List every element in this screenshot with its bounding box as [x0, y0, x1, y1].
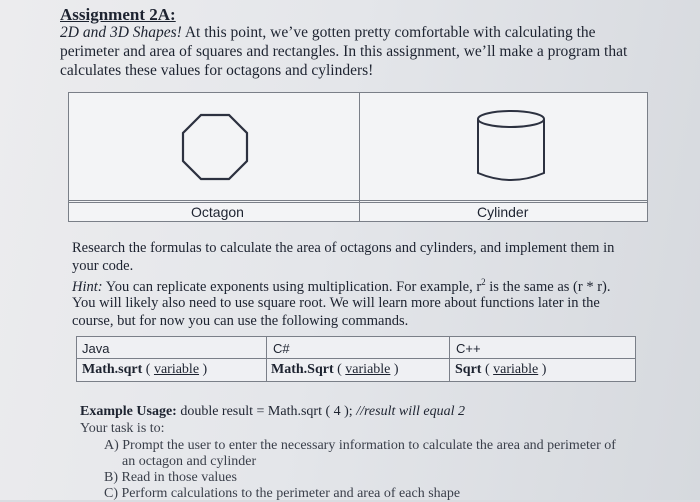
task-b: B) Read in those values [104, 470, 237, 485]
hint-text-b: is the same as (r * r). [485, 278, 611, 295]
research-line-2: your code. [72, 258, 134, 274]
hint-superscript: 2 [481, 277, 486, 287]
commands-table-divider [266, 337, 267, 381]
octagon-label: Octagon [191, 204, 244, 220]
hint-label: Hint: [72, 278, 103, 295]
cpp-arg: variable [493, 362, 539, 377]
task-a-line-2: an octagon and cylinder [122, 454, 257, 469]
intro-italic: 2D and 3D Shapes! [60, 24, 182, 41]
header-cpp: C++ [456, 341, 481, 356]
csharp-command [271, 362, 399, 378]
java-close: ) [199, 362, 208, 377]
cpp-fn: Sqrt [455, 362, 482, 377]
task-c: C) Perform calculations to the perimeter and area of each shape [104, 486, 461, 501]
intro-line-1 [60, 24, 596, 42]
java-command [82, 362, 207, 378]
research-line-1: Research the formulas to calculate the area of octagons and cylinders, and implement them in [72, 240, 615, 256]
commands-table [76, 336, 636, 382]
java-open: ( [142, 362, 154, 377]
commands-table-divider [449, 337, 450, 381]
shapes-table-rule [69, 202, 647, 203]
octagon-icon [179, 111, 251, 183]
cpp-open: ( [481, 362, 494, 377]
cpp-close: ) [538, 362, 547, 377]
java-arg: variable [153, 362, 200, 377]
header-java: Java [82, 341, 110, 356]
intro-line-3: calculates these values for octagons and cylinders! [60, 62, 374, 79]
cpp-command [455, 362, 546, 378]
csharp-fn: Math.Sqrt [271, 362, 334, 377]
java-fn: Math.sqrt [82, 362, 143, 377]
hint-text-a: You can replicate exponents using multiplication. For example, r [102, 278, 482, 295]
intro-line-1-text: At this point, we’ve gotten pretty comfortable with calculating the [181, 24, 596, 41]
shapes-table [68, 92, 648, 222]
csharp-close: ) [390, 362, 399, 377]
csharp-open: ( [333, 362, 346, 377]
header-csharp: C# [273, 341, 290, 356]
example-usage [80, 404, 465, 420]
hint-line-1 [72, 277, 610, 296]
example-comment: //result will equal 2 [356, 404, 465, 419]
intro-line-2: perimeter and area of squares and rectangles. In this assignment, we’ll make a program that [60, 43, 628, 60]
commands-table-rule [77, 358, 635, 359]
csharp-arg: variable [345, 362, 391, 377]
tasks-heading: Your task is to: [80, 421, 165, 436]
hint-line-2: You will likely also need to use square root. We will learn more about functions later in the [72, 295, 600, 311]
example-code: double result = Math.sqrt ( 4 ); [176, 404, 357, 419]
example-label: Example Usage: [80, 404, 177, 419]
cylinder-label: Cylinder [477, 204, 529, 220]
shapes-table-rule [69, 200, 647, 201]
task-a-line-1: A) Prompt the user to enter the necessary information to calculate the area and perimeter of [104, 438, 616, 453]
assignment-title: Assignment 2A: [60, 5, 176, 24]
cylinder-icon [473, 107, 549, 187]
hint-line-3: course, but for now you can use the following commands. [72, 313, 409, 329]
